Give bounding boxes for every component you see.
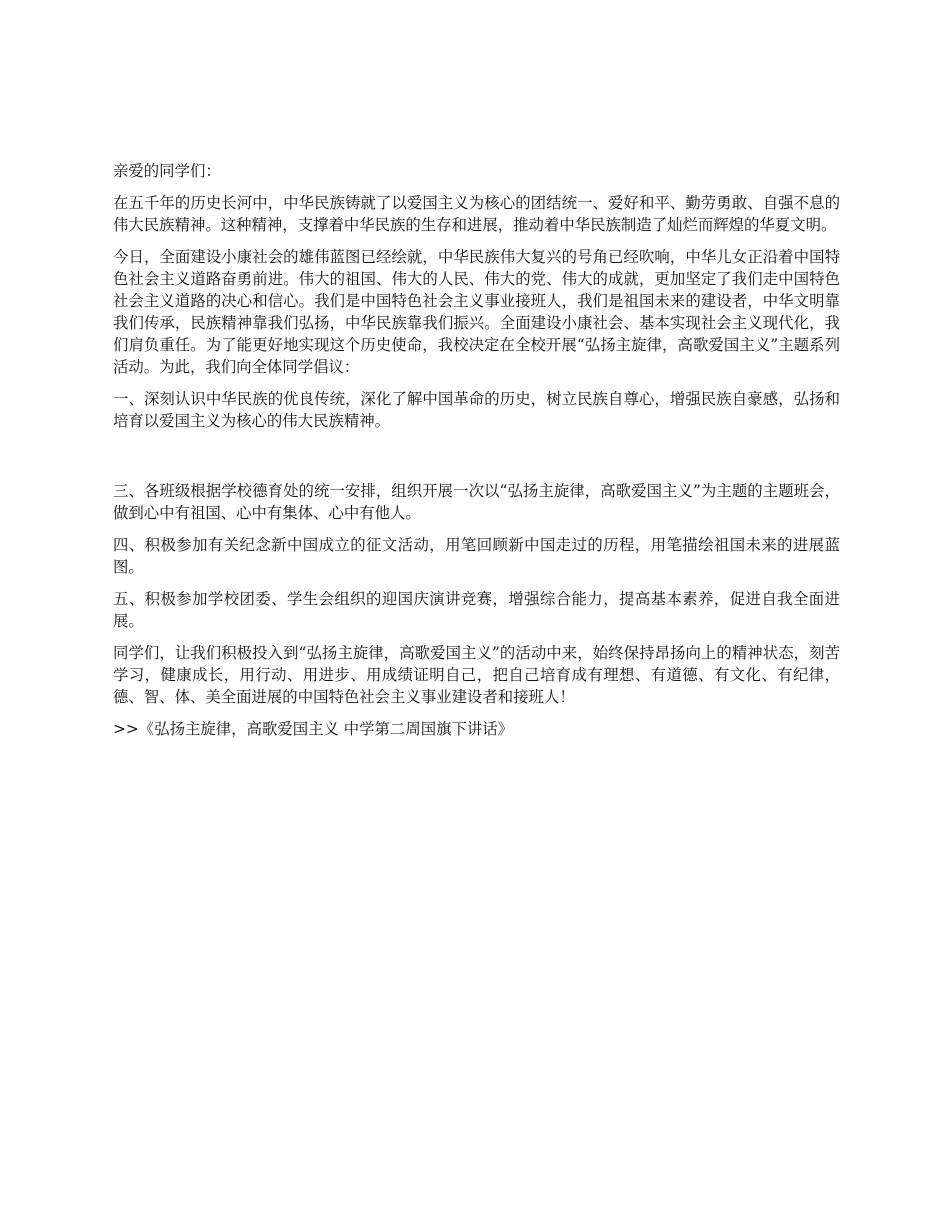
- greeting: 亲爱的同学们：: [113, 162, 221, 180]
- paragraph-today: 今日，全面建设小康社会的雄伟蓝图已经绘就，中华民族伟大复兴的号角已经吹响，中华儿女正沿着中国特色社会主义道路奋勇前进。伟大的祖国、伟大的人民、伟大的党、伟大的成就，更加坚定了我们走中国特色社会主义道路的决心和信心。我们是中国特色社会主义事业接班人，我们是祖国未来的建设者，中华文明靠我们传承，民族精神靠我们弘扬，中华民族靠我们振兴。全面建设小康社会、基本实现社会主义现代化，我们肩负重任。为了能更好地实现这个历史使命，我校决定在全校开展“弘扬主旋律，高歌爱国主义”主题系列活动。为此，我们向全体同学倡议：: [113, 248, 840, 376]
- related-article-link[interactable]: >>《弘扬主旋律，高歌爱国主义 中学第二周国旗下讲话》: [113, 720, 514, 738]
- blank-gap: [113, 442, 840, 480]
- paragraph-history: 在五千年的历史长河中，中华民族铸就了以爱国主义为核心的团结统一、爱好和平、勤劳勇敢、自强不息的伟大民族精神。这种精神，支撑着中华民族的生存和进展，推动着中华民族制造了灿烂而辉煌的华夏文明。: [113, 194, 840, 234]
- paragraph-item-1: 一、深刻认识中华民族的优良传统，深化了解中国革命的历史，树立民族自尊心，增强民族自豪感，弘扬和培育以爱国主义为核心的伟大民族精神。: [113, 390, 840, 430]
- paragraph-item-3: 三、各班级根据学校德育处的统一安排，组织开展一次以“弘扬主旋律，高歌爱国主义”为主题的主题班会，做到心中有祖国、心中有集体、心中有他人。: [113, 482, 840, 522]
- paragraph-item-4: 四、积极参加有关纪念新中国成立的征文活动，用笔回顾新中国走过的历程，用笔描绘祖国未来的进展蓝图。: [113, 536, 840, 576]
- document-body: [113, 160, 840, 750]
- paragraph-item-5: 五、积极参加学校团委、学生会组织的迎国庆演讲竞赛，增强综合能力，提高基本素养，促进自我全面进展。: [113, 590, 840, 630]
- paragraph-closing: 同学们，让我们积极投入到“弘扬主旋律，高歌爱国主义”的活动中来，始终保持昂扬向上的精神状态，刻苦学习，健康成长，用行动、用进步、用成绩证明自己，把自己培育成有理想、有道德、有文化、有纪律，德、智、体、美全面进展的中国特色社会主义事业建设者和接班人！: [113, 644, 840, 706]
